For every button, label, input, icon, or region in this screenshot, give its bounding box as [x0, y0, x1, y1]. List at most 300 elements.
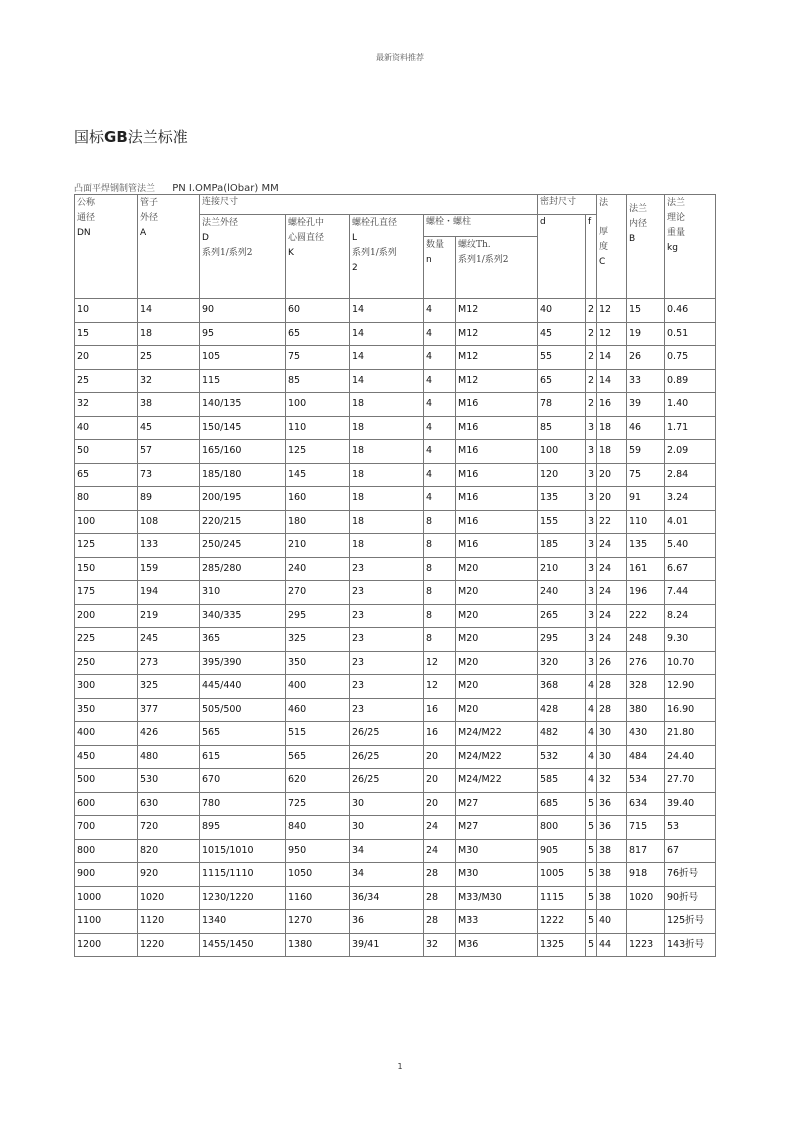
cell-weight: 9.30 [665, 628, 716, 652]
cell-seal-f: 5 [586, 933, 597, 957]
cell-pipe-od: 426 [138, 722, 200, 746]
table-row [75, 463, 716, 487]
cell-bolt-hole: 23 [350, 628, 424, 652]
table-row [75, 886, 716, 910]
cell-bolt-count: 24 [424, 839, 456, 863]
cell-bolt-circle: 295 [286, 604, 350, 628]
cell-dn: 900 [75, 863, 138, 887]
cell-bolt-count: 4 [424, 440, 456, 464]
cell-thread: M24/M22 [456, 722, 538, 746]
cell-bolt-hole: 30 [350, 816, 424, 840]
table-row [75, 628, 716, 652]
cell-inner-diameter: 484 [627, 745, 665, 769]
cell-seal-d: 78 [538, 393, 586, 417]
cell-seal-d: 532 [538, 745, 586, 769]
cell-dn: 125 [75, 534, 138, 558]
cell-seal-d: 320 [538, 651, 586, 675]
cell-seal-d: 482 [538, 722, 586, 746]
cell-thickness: 24 [597, 581, 627, 605]
cell-seal-f: 5 [586, 816, 597, 840]
page-number: 1 [397, 1062, 403, 1071]
cell-inner-diameter: 715 [627, 816, 665, 840]
table-row [75, 299, 716, 323]
cell-bolt-circle: 145 [286, 463, 350, 487]
cell-bolt-count: 28 [424, 886, 456, 910]
cell-seal-d: 368 [538, 675, 586, 699]
cell-seal-f: 4 [586, 769, 597, 793]
cell-seal-d: 685 [538, 792, 586, 816]
cell-seal-f: 4 [586, 698, 597, 722]
cell-flange-od: 365 [200, 628, 286, 652]
cell-pipe-od: 630 [138, 792, 200, 816]
cell-pipe-od: 73 [138, 463, 200, 487]
cell-inner-diameter: 430 [627, 722, 665, 746]
cell-thread: M16 [456, 393, 538, 417]
cell-bolt-hole: 30 [350, 792, 424, 816]
cell-thickness: 40 [597, 910, 627, 934]
cell-seal-d: 240 [538, 581, 586, 605]
cell-flange-od: 565 [200, 722, 286, 746]
cell-inner-diameter: 135 [627, 534, 665, 558]
cell-dn: 450 [75, 745, 138, 769]
cell-thickness: 26 [597, 651, 627, 675]
cell-dn: 150 [75, 557, 138, 581]
cell-bolt-circle: 210 [286, 534, 350, 558]
cell-seal-f: 3 [586, 416, 597, 440]
cell-bolt-circle: 840 [286, 816, 350, 840]
cell-flange-od: 1015/1010 [200, 839, 286, 863]
cell-bolt-count: 28 [424, 863, 456, 887]
cell-bolt-hole: 14 [350, 369, 424, 393]
cell-bolt-hole: 23 [350, 557, 424, 581]
cell-thread: M24/M22 [456, 745, 538, 769]
cell-flange-od: 310 [200, 581, 286, 605]
cell-flange-od: 165/160 [200, 440, 286, 464]
cell-bolt-circle: 75 [286, 346, 350, 370]
cell-bolt-hole: 23 [350, 698, 424, 722]
cell-bolt-circle: 620 [286, 769, 350, 793]
cell-seal-d: 1115 [538, 886, 586, 910]
cell-bolt-circle: 60 [286, 299, 350, 323]
table-row [75, 510, 716, 534]
cell-thickness: 36 [597, 792, 627, 816]
cell-inner-diameter: 817 [627, 839, 665, 863]
cell-bolt-count: 8 [424, 581, 456, 605]
cell-seal-d: 120 [538, 463, 586, 487]
cell-seal-d: 40 [538, 299, 586, 323]
cell-weight: 16.90 [665, 698, 716, 722]
cell-dn: 10 [75, 299, 138, 323]
cell-inner-diameter: 161 [627, 557, 665, 581]
cell-inner-diameter: 634 [627, 792, 665, 816]
cell-flange-od: 105 [200, 346, 286, 370]
cell-thickness: 24 [597, 628, 627, 652]
header-pipe-outer-diameter: 管子 外径 A [138, 195, 200, 299]
cell-pipe-od: 1120 [138, 910, 200, 934]
cell-thickness: 24 [597, 557, 627, 581]
cell-thread: M16 [456, 416, 538, 440]
cell-weight: 8.24 [665, 604, 716, 628]
cell-bolt-circle: 240 [286, 557, 350, 581]
cell-dn: 80 [75, 487, 138, 511]
header-seal-d: d [538, 215, 586, 299]
cell-pipe-od: 219 [138, 604, 200, 628]
cell-pipe-od: 133 [138, 534, 200, 558]
cell-thread: M30 [456, 839, 538, 863]
cell-pipe-od: 1220 [138, 933, 200, 957]
cell-thread: M27 [456, 816, 538, 840]
cell-flange-od: 200/195 [200, 487, 286, 511]
cell-flange-od: 395/390 [200, 651, 286, 675]
cell-inner-diameter: 276 [627, 651, 665, 675]
cell-seal-f: 5 [586, 792, 597, 816]
cell-thickness: 32 [597, 769, 627, 793]
cell-bolt-count: 16 [424, 698, 456, 722]
cell-thickness: 38 [597, 839, 627, 863]
cell-bolt-circle: 1380 [286, 933, 350, 957]
cell-dn: 300 [75, 675, 138, 699]
cell-bolt-circle: 460 [286, 698, 350, 722]
cell-thickness: 20 [597, 463, 627, 487]
cell-bolt-circle: 325 [286, 628, 350, 652]
cell-seal-d: 428 [538, 698, 586, 722]
cell-dn: 1000 [75, 886, 138, 910]
cell-bolt-count: 20 [424, 792, 456, 816]
cell-thread: M33/M30 [456, 886, 538, 910]
cell-weight: 143折号 [665, 933, 716, 957]
cell-flange-od: 90 [200, 299, 286, 323]
cell-weight: 24.40 [665, 745, 716, 769]
cell-seal-f: 5 [586, 886, 597, 910]
cell-thread: M16 [456, 510, 538, 534]
cell-dn: 500 [75, 769, 138, 793]
table-row [75, 346, 716, 370]
cell-inner-diameter: 196 [627, 581, 665, 605]
cell-pipe-od: 273 [138, 651, 200, 675]
table-row [75, 604, 716, 628]
cell-dn: 32 [75, 393, 138, 417]
title-suffix: 法兰标准 [127, 128, 188, 146]
cell-bolt-circle: 1270 [286, 910, 350, 934]
cell-seal-f: 3 [586, 557, 597, 581]
cell-weight: 90折号 [665, 886, 716, 910]
header-flange-outer-diameter: 法兰外径 D 系列1/系列2 [200, 215, 286, 299]
cell-thread: M12 [456, 322, 538, 346]
cell-thread: M27 [456, 792, 538, 816]
cell-thickness: 24 [597, 534, 627, 558]
cell-weight: 39.40 [665, 792, 716, 816]
cell-flange-od: 505/500 [200, 698, 286, 722]
cell-thread: M16 [456, 463, 538, 487]
cell-seal-f: 3 [586, 581, 597, 605]
cell-flange-od: 615 [200, 745, 286, 769]
cell-bolt-circle: 1050 [286, 863, 350, 887]
flange-type-label: 凸面平焊钢制管法兰 [74, 184, 156, 194]
cell-thread: M16 [456, 487, 538, 511]
cell-bolt-count: 4 [424, 487, 456, 511]
cell-bolt-circle: 270 [286, 581, 350, 605]
title-standard-code: GB [104, 128, 128, 146]
cell-pipe-od: 820 [138, 839, 200, 863]
cell-seal-f: 2 [586, 299, 597, 323]
cell-weight: 21.80 [665, 722, 716, 746]
cell-flange-od: 115 [200, 369, 286, 393]
cell-thread: M16 [456, 534, 538, 558]
cell-pipe-od: 38 [138, 393, 200, 417]
cell-thickness: 22 [597, 510, 627, 534]
cell-inner-diameter: 39 [627, 393, 665, 417]
cell-bolt-count: 4 [424, 393, 456, 417]
cell-weight: 76折号 [665, 863, 716, 887]
table-row [75, 534, 716, 558]
cell-inner-diameter: 380 [627, 698, 665, 722]
cell-weight: 2.84 [665, 463, 716, 487]
cell-bolt-circle: 1160 [286, 886, 350, 910]
cell-bolt-hole: 23 [350, 675, 424, 699]
cell-dn: 25 [75, 369, 138, 393]
cell-bolt-count: 8 [424, 510, 456, 534]
cell-bolt-hole: 34 [350, 839, 424, 863]
cell-seal-f: 5 [586, 839, 597, 863]
cell-weight: 0.51 [665, 322, 716, 346]
cell-weight: 4.01 [665, 510, 716, 534]
cell-bolt-hole: 26/25 [350, 745, 424, 769]
cell-flange-od: 1115/1110 [200, 863, 286, 887]
cell-dn: 200 [75, 604, 138, 628]
cell-bolt-count: 8 [424, 628, 456, 652]
cell-thickness: 20 [597, 487, 627, 511]
cell-bolt-circle: 565 [286, 745, 350, 769]
cell-inner-diameter: 19 [627, 322, 665, 346]
cell-pipe-od: 325 [138, 675, 200, 699]
cell-seal-d: 1005 [538, 863, 586, 887]
header-bolt-hole-diameter: 螺栓孔直径 L 系列1/系列 2 [350, 215, 424, 299]
cell-bolt-hole: 26/25 [350, 769, 424, 793]
cell-thread: M20 [456, 581, 538, 605]
cell-thickness: 28 [597, 675, 627, 699]
cell-bolt-hole: 18 [350, 487, 424, 511]
cell-bolt-circle: 65 [286, 322, 350, 346]
cell-bolt-count: 8 [424, 557, 456, 581]
cell-seal-d: 1222 [538, 910, 586, 934]
cell-dn: 100 [75, 510, 138, 534]
table-row [75, 863, 716, 887]
cell-dn: 800 [75, 839, 138, 863]
cell-flange-od: 445/440 [200, 675, 286, 699]
cell-bolt-hole: 14 [350, 322, 424, 346]
cell-inner-diameter: 918 [627, 863, 665, 887]
cell-weight: 0.46 [665, 299, 716, 323]
cell-bolt-circle: 950 [286, 839, 350, 863]
cell-bolt-count: 4 [424, 369, 456, 393]
header-flange-inner-diameter: 法兰 内径 B [627, 195, 665, 299]
cell-seal-d: 1325 [538, 933, 586, 957]
cell-thread: M33 [456, 910, 538, 934]
cell-weight: 12.90 [665, 675, 716, 699]
cell-weight: 3.24 [665, 487, 716, 511]
cell-flange-od: 780 [200, 792, 286, 816]
cell-thickness: 14 [597, 369, 627, 393]
cell-seal-d: 85 [538, 416, 586, 440]
cell-thread: M20 [456, 675, 538, 699]
cell-dn: 225 [75, 628, 138, 652]
cell-seal-d: 210 [538, 557, 586, 581]
cell-flange-od: 95 [200, 322, 286, 346]
cell-flange-od: 895 [200, 816, 286, 840]
table-row [75, 322, 716, 346]
cell-thread: M20 [456, 698, 538, 722]
cell-bolt-count: 4 [424, 346, 456, 370]
cell-seal-d: 295 [538, 628, 586, 652]
cell-thickness: 36 [597, 816, 627, 840]
cell-flange-od: 220/215 [200, 510, 286, 534]
cell-weight: 53 [665, 816, 716, 840]
cell-seal-d: 185 [538, 534, 586, 558]
cell-thread: M16 [456, 440, 538, 464]
table-row [75, 816, 716, 840]
table-row [75, 369, 716, 393]
cell-bolt-hole: 23 [350, 651, 424, 675]
cell-weight: 67 [665, 839, 716, 863]
cell-pipe-od: 18 [138, 322, 200, 346]
cell-bolt-count: 32 [424, 933, 456, 957]
cell-bolt-circle: 160 [286, 487, 350, 511]
cell-flange-od: 1230/1220 [200, 886, 286, 910]
cell-dn: 50 [75, 440, 138, 464]
cell-weight: 7.44 [665, 581, 716, 605]
cell-flange-od: 185/180 [200, 463, 286, 487]
cell-bolt-circle: 125 [286, 440, 350, 464]
table-row [75, 581, 716, 605]
cell-pipe-od: 194 [138, 581, 200, 605]
cell-dn: 175 [75, 581, 138, 605]
table-row [75, 675, 716, 699]
table-row [75, 792, 716, 816]
cell-inner-diameter: 1020 [627, 886, 665, 910]
cell-seal-f: 3 [586, 440, 597, 464]
cell-dn: 700 [75, 816, 138, 840]
cell-seal-f: 5 [586, 910, 597, 934]
cell-seal-f: 3 [586, 534, 597, 558]
cell-pipe-od: 377 [138, 698, 200, 722]
cell-pipe-od: 25 [138, 346, 200, 370]
table-row [75, 910, 716, 934]
cell-bolt-hole: 14 [350, 346, 424, 370]
cell-flange-od: 1340 [200, 910, 286, 934]
table-row [75, 487, 716, 511]
cell-seal-f: 2 [586, 369, 597, 393]
header-flange-thickness: 法 厚 度 C [597, 195, 627, 299]
cell-weight: 2.09 [665, 440, 716, 464]
cell-dn: 15 [75, 322, 138, 346]
cell-pipe-od: 1020 [138, 886, 200, 910]
cell-bolt-count: 8 [424, 534, 456, 558]
cell-thickness: 16 [597, 393, 627, 417]
cell-inner-diameter: 222 [627, 604, 665, 628]
cell-bolt-count: 4 [424, 463, 456, 487]
cell-bolt-count: 20 [424, 769, 456, 793]
header-theoretical-weight: 法兰 理论 重量 kg [665, 195, 716, 299]
cell-seal-f: 3 [586, 510, 597, 534]
cell-bolt-count: 12 [424, 675, 456, 699]
cell-flange-od: 340/335 [200, 604, 286, 628]
cell-thickness: 18 [597, 440, 627, 464]
cell-thread: M12 [456, 346, 538, 370]
table-row [75, 557, 716, 581]
cell-thread: M12 [456, 369, 538, 393]
table-row [75, 651, 716, 675]
cell-seal-d: 135 [538, 487, 586, 511]
cell-weight: 0.75 [665, 346, 716, 370]
header-nominal-diameter: 公称 通径 DN [75, 195, 138, 299]
cell-seal-d: 265 [538, 604, 586, 628]
cell-thickness: 18 [597, 416, 627, 440]
cell-seal-f: 3 [586, 628, 597, 652]
cell-seal-f: 3 [586, 487, 597, 511]
cell-thickness: 28 [597, 698, 627, 722]
cell-bolt-hole: 34 [350, 863, 424, 887]
cell-bolt-hole: 14 [350, 299, 424, 323]
cell-dn: 1100 [75, 910, 138, 934]
cell-seal-d: 55 [538, 346, 586, 370]
cell-inner-diameter: 534 [627, 769, 665, 793]
cell-pipe-od: 530 [138, 769, 200, 793]
cell-dn: 1200 [75, 933, 138, 957]
cell-dn: 600 [75, 792, 138, 816]
cell-bolt-count: 24 [424, 816, 456, 840]
cell-thread: M20 [456, 651, 538, 675]
cell-bolt-circle: 400 [286, 675, 350, 699]
header-connection-dimensions: 连接尺寸 [200, 195, 538, 215]
header-seal-f: f [586, 215, 597, 299]
cell-flange-od: 250/245 [200, 534, 286, 558]
cell-pipe-od: 32 [138, 369, 200, 393]
cell-bolt-hole: 36/34 [350, 886, 424, 910]
cell-weight: 10.70 [665, 651, 716, 675]
table-row [75, 769, 716, 793]
cell-bolt-circle: 100 [286, 393, 350, 417]
cell-bolt-hole: 36 [350, 910, 424, 934]
cell-pipe-od: 159 [138, 557, 200, 581]
cell-seal-f: 4 [586, 675, 597, 699]
cell-pipe-od: 108 [138, 510, 200, 534]
cell-weight: 27.70 [665, 769, 716, 793]
cell-bolt-count: 12 [424, 651, 456, 675]
cell-thread: M20 [456, 628, 538, 652]
cell-bolt-hole: 18 [350, 440, 424, 464]
cell-inner-diameter [627, 910, 665, 934]
cell-bolt-count: 4 [424, 416, 456, 440]
cell-bolt-count: 8 [424, 604, 456, 628]
cell-seal-f: 5 [586, 863, 597, 887]
cell-weight: 1.71 [665, 416, 716, 440]
header-thread: 螺纹Th. 系列1/系列2 [456, 237, 538, 299]
cell-bolt-circle: 180 [286, 510, 350, 534]
table-row [75, 933, 716, 957]
cell-pipe-od: 480 [138, 745, 200, 769]
cell-seal-f: 3 [586, 604, 597, 628]
cell-bolt-circle: 725 [286, 792, 350, 816]
cell-seal-f: 4 [586, 745, 597, 769]
table-row [75, 839, 716, 863]
cell-seal-d: 100 [538, 440, 586, 464]
header-bolts-studs: 螺栓・螺柱 [424, 215, 538, 237]
cell-inner-diameter: 75 [627, 463, 665, 487]
cell-bolt-circle: 110 [286, 416, 350, 440]
cell-thickness: 38 [597, 863, 627, 887]
cell-seal-f: 2 [586, 393, 597, 417]
cell-seal-d: 65 [538, 369, 586, 393]
